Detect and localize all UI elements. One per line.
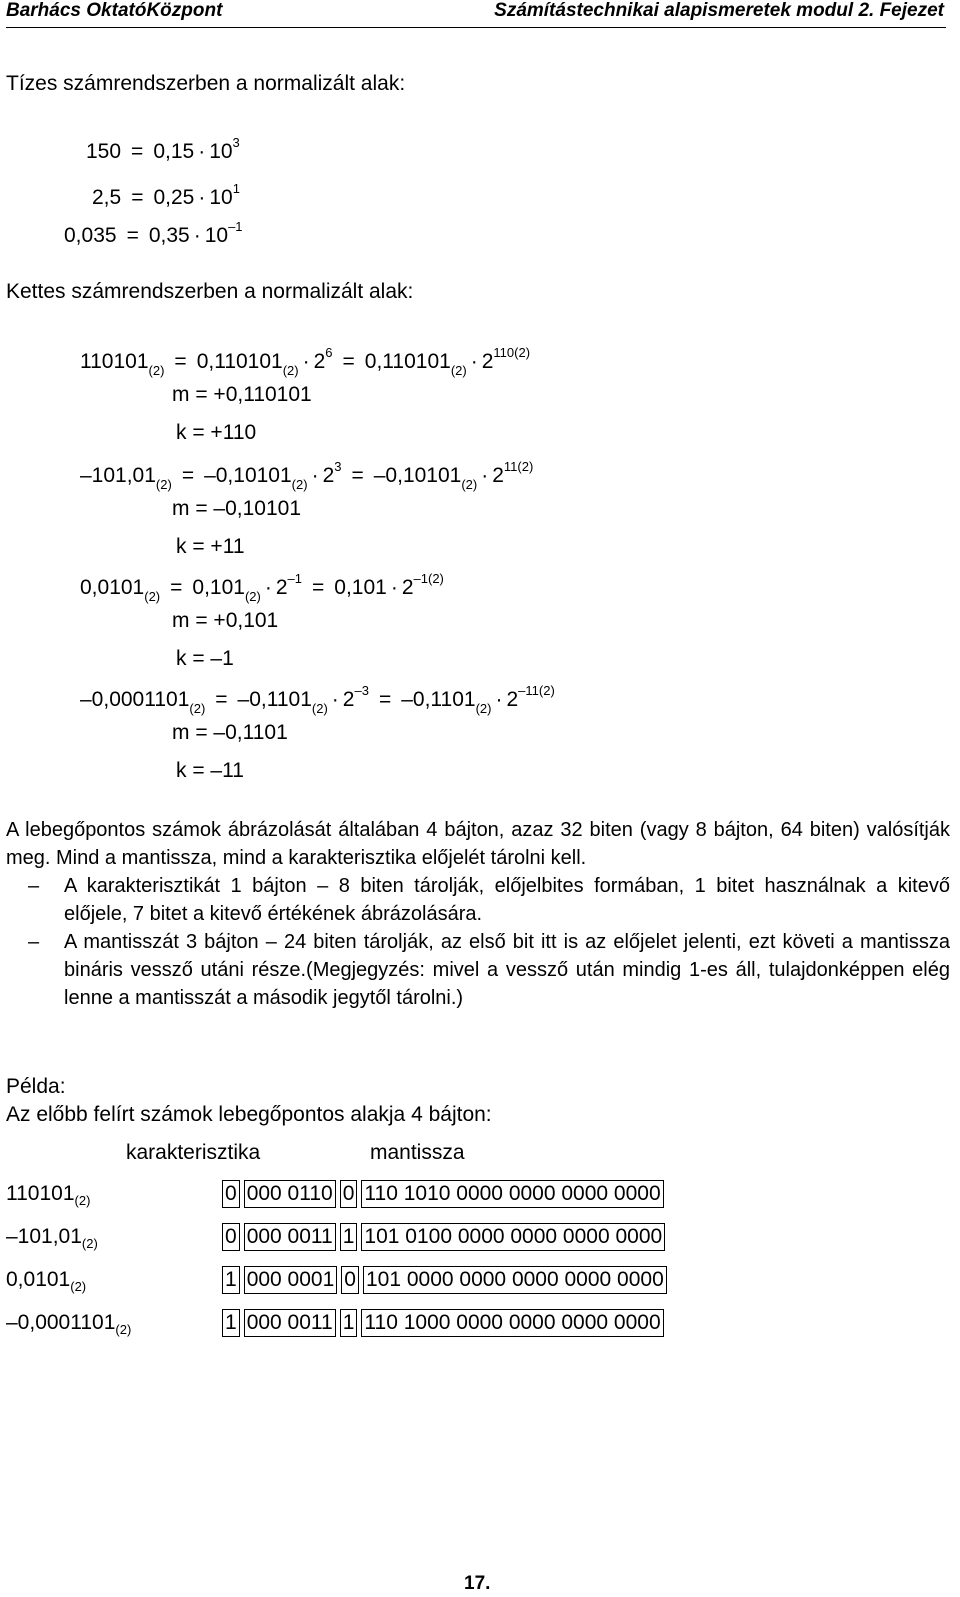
page-number: 17. [464,1573,491,1594]
bullet-dash: – [28,931,40,953]
header-rule [6,27,946,28]
char-value-bits: 000 0011 [244,1223,336,1251]
char-sign-bit: 1 [222,1309,240,1337]
mant-value-bits: 101 0000 0000 0000 0000 0000 [363,1266,667,1294]
bullet-characteristic [30,872,950,928]
mant-sign-bit: 0 [341,1266,359,1294]
binary-heading: Kettes számrendszerben a normalizált alak: [6,280,414,303]
char-value-bits: 000 0011 [244,1309,336,1337]
mant-sign-bit: 1 [340,1223,358,1251]
example-row-label: $-101,01_{(2)}$ [6,1225,98,1251]
bullet-characteristic-text: A karakterisztikát 1 bájton – 8 biten tárolják, előjelbites formában, 1 bitet használnak a kitevő előjele, 7 bitet a kitevő értékének ábrázolására. [64,875,950,925]
example-row-bits [222,1180,668,1208]
decimal-heading: Tízes számrendszerben a normalizált alak: [6,72,406,95]
decimal-equation-1: $150 = 0,15 \cdot 10^3$ [86,135,240,163]
decimal-equation-3: $0,035 = 0,35 \cdot 10^{-1}$ [64,219,243,247]
example-row-bits [222,1309,668,1337]
binary-m-2: m = –0,10101 [172,497,302,520]
binary-m-3: m = +0,101 [172,609,279,632]
example-row-label: $0,0101_{(2)}$ [6,1268,87,1294]
bullet-mantissa [30,928,950,1012]
column-header-characteristic: karakterisztika [126,1141,261,1164]
column-header-mantissa: mantissza [370,1141,465,1164]
char-sign-bit: 1 [222,1266,240,1294]
binary-equation-3: $0,0101_{(2)} = 0,101_{(2)} \cdot 2^{-1} = 0,101 \cdot 2^{-1(2)}$ [80,571,444,604]
example-row-bits [222,1266,671,1294]
example-title: Példa: [6,1075,66,1098]
header-right: Számítástechnikai alapismeretek modul 2. Fejezet [494,0,944,21]
char-value-bits: 000 0001 [244,1266,338,1294]
decimal-equation-2: $2,5 = 0,25 \cdot 10^1$ [92,181,240,209]
binary-equation-4: $-0,0001101_{(2)} = -0,1101_{(2)} \cdot 2^{-3} = -0,1101_{(2)} \cdot 2^{-11(2)}$ [80,683,555,716]
char-sign-bit: 0 [222,1223,240,1251]
mant-value-bits: 101 0100 0000 0000 0000 0000 [361,1223,665,1251]
char-value-bits: 000 0110 [244,1180,336,1208]
bullet-dash: – [28,875,40,897]
binary-k-3: k = –1 [176,647,234,670]
mant-sign-bit: 1 [340,1309,358,1337]
mant-value-bits: 110 1000 0000 0000 0000 0000 [361,1309,663,1337]
header-left: Barhács OktatóKözpont [6,0,223,21]
char-sign-bit: 0 [222,1180,240,1208]
mant-sign-bit: 0 [340,1180,358,1208]
binary-equation-2: $-101,01_{(2)} = -0,10101_{(2)} \cdot 2^3 = -0,10101_{(2)} \cdot 2^{11(2)}$ [80,459,534,492]
bullet-mantissa-text: A mantisszát 3 bájton – 24 biten tárolják, az első bit itt is az előjelet jelenti, ezt követi a mantissza bináris vessző utáni része.(Megjegyzés: mivel a vessző után mindig 1-es áll, tulajdonképpen elég lenne a mantisszát a második jegytől tárolni.) [64,931,950,1009]
binary-k-1: k = +110 [176,421,257,444]
binary-m-1: m = +0,110101 [172,383,312,406]
example-intro: Az előbb felírt számok lebegőpontos alakja 4 bájton: [6,1103,492,1126]
example-row-label: $-0,0001101_{(2)}$ [6,1311,132,1337]
binary-equation-1: $110101_{(2)} = 0,110101_{(2)} \cdot 2^6 = 0,110101_{(2)} \cdot 2^{110(2)}$ [80,345,531,378]
binary-k-4: k = –11 [176,759,244,782]
paragraph-storage: A lebegőpontos számok ábrázolását általában 4 bájton, azaz 32 biten (vagy 8 bájton, 64 biten) valósítják meg. Mind a mantissza, mind a karakterisztika előjelét tárolni kell. [6,819,950,869]
binary-m-4: m = –0,1101 [172,721,288,744]
binary-k-2: k = +11 [176,535,245,558]
mant-value-bits: 110 1010 0000 0000 0000 0000 [361,1180,663,1208]
example-row-bits [222,1223,669,1251]
example-row-label: $110101_{(2)}$ [6,1182,91,1208]
